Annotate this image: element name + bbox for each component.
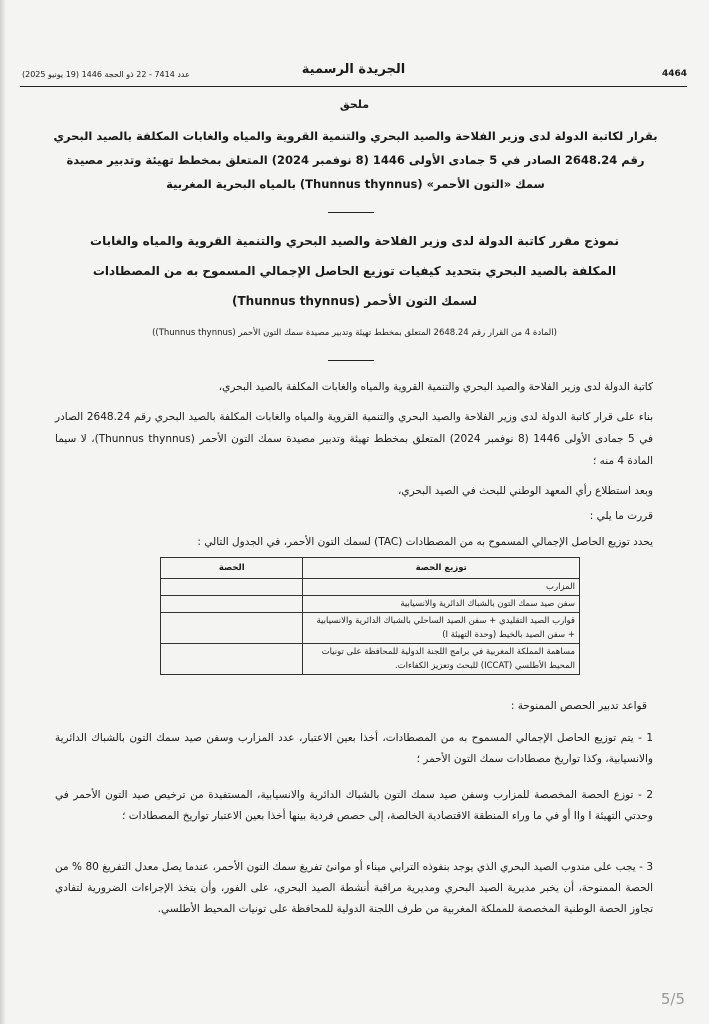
consultation-line: وبعد استطلاع رأي المعهد الوطني للبحث في الصيد البحري، [398, 485, 653, 497]
journal-title: الجريدة الرسمية [301, 62, 406, 77]
row-value [161, 596, 303, 613]
row-label: مساهمة المملكة المغربية في برامج اللجنة الدولية للمحافظة على تونيات المحيط الأطلسي (ICCAT) للبحث وتعزيز الكفاءات. [303, 644, 580, 675]
table-header-row [161, 558, 580, 579]
model-title-line-2: المكلفة بالصيد البحري بتحديد كيفيات توزيع الحاصل الإجمالي المسموح به من المصطادات [92, 264, 617, 278]
model-title [70, 226, 639, 316]
row-label: المزارب [303, 579, 580, 596]
table-row [161, 613, 580, 644]
divider-1 [328, 212, 374, 213]
annex-title: ملحق [339, 98, 370, 111]
article-reference: (المادة 4 من القرار رقم 2648.24 المتعلق بمخطط تهيئة وتدبير مصيدة سمك التون الأحمر (Thunnus thynnus)) [152, 328, 557, 338]
table-row [161, 596, 580, 613]
row-value [161, 579, 303, 596]
divider-2 [328, 360, 374, 361]
rules-title: قواعد تدبير الحصص الممنوحة : [510, 700, 647, 712]
table-row [161, 579, 580, 596]
row-value [161, 644, 303, 675]
page-edge-shadow [0, 0, 6, 1024]
rule-1: 1 - يتم توزيع الحاصل الإجمالي المسموح به من المصطادات، أخذا بعين الاعتبار، عدد المزارب وسفن صيد سمك التون بالشباك الدائرية والانسيابية، وكذا تواريخ مصطادات سمك التون الأحمر ؛ [55, 732, 653, 765]
table-row [161, 644, 580, 675]
header-quota: الحصة [161, 558, 303, 579]
row-value [161, 613, 303, 644]
model-title-line-3: لسمك التون الأحمر (Thunnus thynnus) [231, 294, 478, 308]
model-title-line-1: نموذج مقرر كاتبة الدولة لدى وزير الفلاحة والصيد البحري والتنمية القروية والمياه والغابات [90, 234, 619, 248]
decided-line: قررت ما يلي : [589, 510, 653, 522]
row-label: سفن صيد سمك التون بالشباك الدائرية والانسيابية [303, 596, 580, 613]
legal-basis: بناء على قرار كاتبة الدولة لدى وزير الفلاحة والصيد البحري والتنمية القروية والمياه والغابات المكلفة بالصيد البحري رقم 2648.24 الصادر في 5 جمادى الأولى 1446 (8 نوفمبر 2024) المتعلق بمخطط تهيئة وتدبير مصيدة سمك التون الأحمر (Thunnus thynnus)، لا سيما المادة 4 منه ؛ [55, 411, 653, 467]
page-indicator: 5/5 [660, 990, 685, 1008]
decree-title: بقرار لكاتبة الدولة لدى وزير الفلاحة والصيد البحري والتنمية القروية والمياه والغابات المكلفة بالصيد البحري رقم 2648.24 الصادر في 5 جمادى الأولى 1446 (8 نوفمبر 2024) المتعلق بمخطط تهيئة وتدبير مصيدة سمك «التون الأحمر» (Thunnus thynnus) بالمياه البحرية المغربية [53, 129, 658, 191]
header-rule [20, 86, 687, 87]
page-header [20, 62, 687, 84]
rule-3: 3 - يجب على مندوب الصيد البحري الذي يوجد بنفوذه الترابي ميناء أو موانئ تفريغ سمك التون الأحمر، عندما يصل معدل التفريغ 80 % من الحصة الممنوحة، أن يخبر مديرية الصيد البحري ومديرية مراقبة أنشطة الصيد البحري، على الفور، وأن يتخذ الإجراءات الضرورية لتفادي تجاوز الحصة الوطنية المخصصة للمملكة المغربية من طرف اللجنة الدولية للمحافظة على تونيات المحيط الأطلسي. [55, 861, 653, 915]
row-label: قوارب الصيد التقليدي + سفن الصيد الساحلي بالشباك الدائرية والانسيابية + سفن الصيد بالخيط (وحدة التهيئة I) [303, 613, 580, 644]
quota-table [160, 557, 580, 675]
issue-info: عدد 7414 - 22 ذو الحجة 1446 (19 يونيو 2025) [22, 70, 190, 79]
table-intro: يحدد توزيع الحاصل الإجمالي المسموح به من المصطادات (TAC) لسمك التون الأحمر، في الجدول التالي : [197, 536, 653, 548]
rule-2: 2 - توزع الحصة المخصصة للمزارب وسفن صيد سمك التون بالشباك الدائرية والانسيابية، المستفيدة من ترخيص صيد التون الأحمر في وحدتي التهيئة I وII أو في ما وراء المنطقة الاقتصادية الخالصة، إلى حصص فردية بينها أخذا بعين الاعتبار تواريخ المصطادات ؛ [55, 789, 653, 822]
header-distribution: توزيع الحصة [303, 558, 580, 579]
issuer-line: كاتبة الدولة لدى وزير الفلاحة والصيد البحري والتنمية القروية والمياه والغابات المكلفة بالصيد البحري، [218, 381, 653, 393]
page-number: 4464 [661, 69, 687, 79]
